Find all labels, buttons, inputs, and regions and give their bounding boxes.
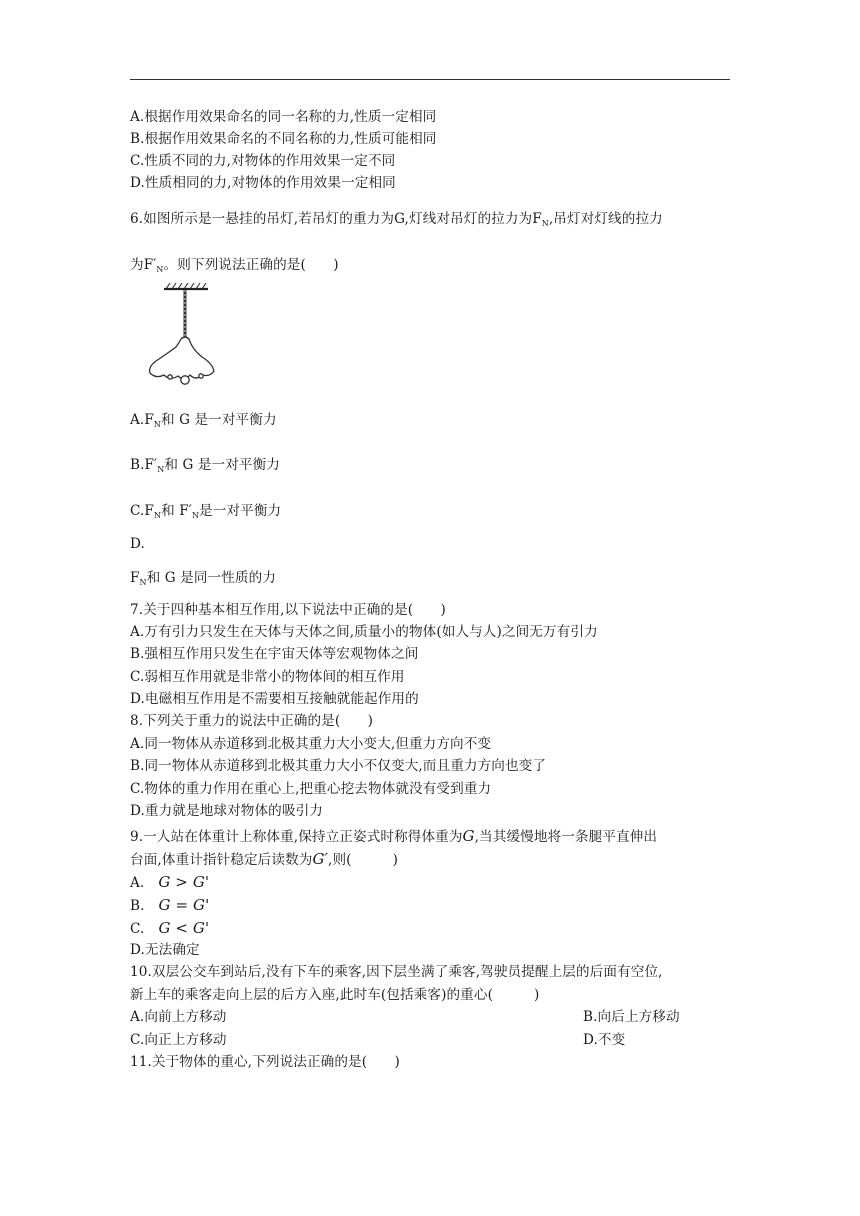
q9-option-c: C. G < G' — [130, 919, 210, 937]
q6-stem-line2: 为F′N。则下列说法正确的是( ) — [130, 257, 339, 274]
hanging-lamp-figure — [146, 283, 216, 393]
q8-option-d: D.重力就是地球对物体的吸引力 — [130, 803, 323, 819]
q7-option-c: C.弱相互作用就是非常小的物体间的相互作用 — [130, 669, 405, 685]
q9-option-b: B. G = G' — [130, 896, 210, 914]
q9-option-a: A. G > G' — [130, 873, 210, 891]
lamp-shade-icon — [150, 337, 214, 384]
q7-stem: 7.关于四种基本相互作用,以下说法中正确的是( ) — [130, 602, 446, 618]
header-rule — [130, 79, 730, 80]
q10-option-c: C.向正上方移动 — [130, 1032, 227, 1048]
q9-stem-line2: 台面,体重计指针稳定后读数为G′,则( ) — [130, 850, 399, 868]
q11-stem: 11.关于物体的重心,下列说法正确的是( ) — [130, 1054, 400, 1070]
q10-option-b: B.向后上方移动 — [583, 1009, 680, 1025]
q5-option-c: C.性质不同的力,对物体的作用效果一定不同 — [130, 153, 396, 169]
q9-stem-line1: 9.一人站在体重计上称体重,保持立正姿式时称得体重为G,当其缓慢地将一条腿平直伸出 — [130, 827, 658, 845]
q9-option-d: D.无法确定 — [130, 942, 200, 958]
q7-option-a: A.万有引力只发生在天体与天体之间,质量小的物体(如人与人)之间无万有引力 — [130, 624, 598, 640]
q10-stem-line2: 新上车的乘客走向上层的后方入座,此时车(包括乘客)的重心( ) — [130, 987, 540, 1003]
q8-stem: 8.下列关于重力的说法中正确的是( ) — [130, 713, 374, 729]
q6-option-a: A.FN和 G 是一对平衡力 — [130, 412, 277, 429]
q10-option-a: A.向前上方移动 — [130, 1009, 227, 1025]
q6-option-b: B.F′N和 G 是一对平衡力 — [130, 457, 281, 474]
q6-option-c: C.FN和 F′N是一对平衡力 — [130, 503, 282, 520]
q10-option-d: D.不变 — [583, 1032, 626, 1048]
ceiling-mount-icon — [164, 283, 208, 289]
q8-option-b: B.同一物体从赤道移到北极其重力大小不仅变大,而且重力方向也变了 — [130, 758, 547, 774]
q8-option-a: A.同一物体从赤道移到北极其重力大小变大,但重力方向不变 — [130, 736, 492, 752]
q6-option-d-label: D. — [130, 536, 145, 552]
q7-option-b: B.强相互作用只发生在宇宙天体等宏观物体之间 — [130, 646, 419, 662]
q8-option-c: C.物体的重力作用在重心上,把重心挖去物体就没有受到重力 — [130, 781, 492, 797]
q5-option-a: A.根据作用效果命名的同一名称的力,性质一定相同 — [130, 109, 437, 125]
q5-option-d: D.性质相同的力,对物体的作用效果一定相同 — [130, 175, 396, 191]
q10-stem-line1: 10.双层公交车到站后,没有下车的乘客,因下层坐满了乘客,驾驶员提醒上层的后面有空位, — [130, 964, 663, 980]
q6-stem-line1: 6.如图所示是一悬挂的吊灯,若吊灯的重力为G,灯线对吊灯的拉力为FN,吊灯对灯线的拉力 — [130, 211, 663, 228]
q5-option-b: B.根据作用效果命名的不同名称的力,性质可能相同 — [130, 131, 437, 147]
q7-option-d: D.电磁相互作用是不需要相互接触就能起作用的 — [130, 691, 419, 707]
q6-option-d: FN和 G 是同一性质的力 — [130, 570, 277, 587]
